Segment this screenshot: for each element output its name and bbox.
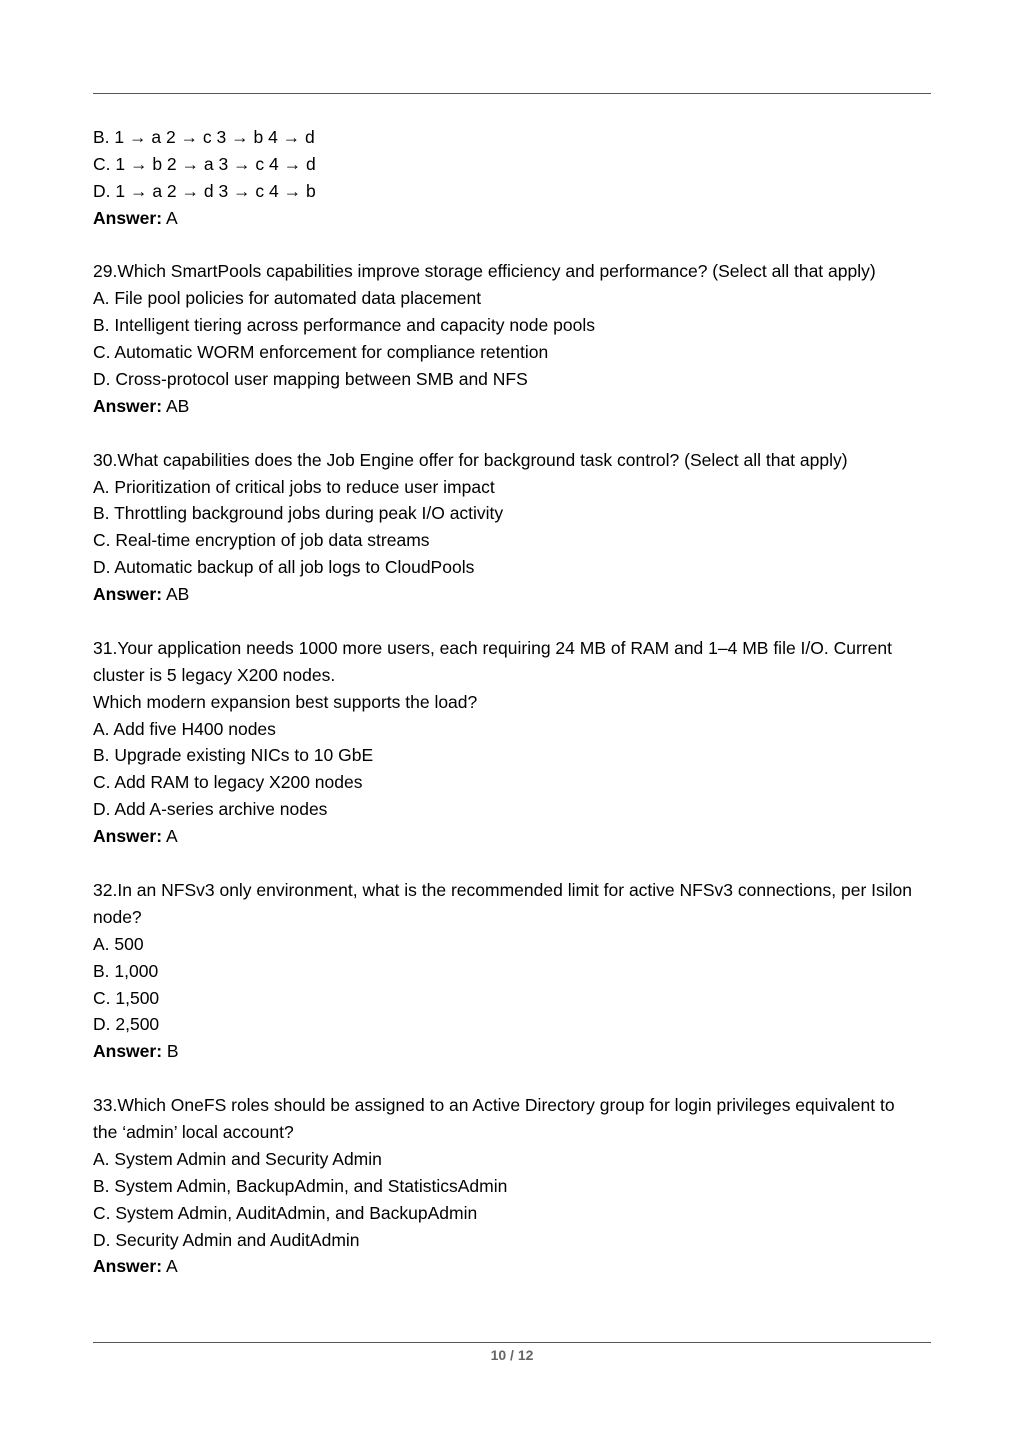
question-32 [93, 877, 938, 1065]
option-b: B. Throttling background jobs during peak I/O activity [93, 503, 504, 524]
answer-label: Answer: [93, 395, 163, 416]
answer-value: A [162, 1256, 178, 1277]
question-text: 32.In an NFSv3 only environment, what is the recommended limit for active NFSv3 connections, per Isilon [93, 879, 912, 900]
answer-line [93, 1253, 938, 1280]
option-c: C. 1 → b 2 → a 3 → c 4 → d [93, 153, 316, 174]
question-33 [93, 1092, 938, 1280]
answer-line [93, 205, 938, 232]
answer-value: B [162, 1041, 179, 1062]
option-b: B. Upgrade existing NICs to 10 GbE [93, 745, 374, 766]
option-c: C. 1,500 [93, 987, 160, 1008]
question-text: 31.Your application needs 1000 more users, each requiring 24 MB of RAM and 1–4 MB file I/O. Current [93, 637, 892, 658]
answer-line [93, 1038, 938, 1065]
option-b: B. 1,000 [93, 960, 159, 981]
answer-value: A [162, 207, 178, 228]
answer-label: Answer: [93, 584, 163, 605]
option-c: C. Add RAM to legacy X200 nodes [93, 772, 363, 793]
question-text: node? [93, 906, 142, 927]
question-text: Which modern expansion best supports the load? [93, 691, 478, 712]
option-d: D. 2,500 [93, 1014, 160, 1035]
option-d: D. Security Admin and AuditAdmin [93, 1229, 360, 1250]
answer-line [93, 393, 938, 420]
option-d: D. Automatic backup of all job logs to CloudPools [93, 557, 475, 578]
question-text: 33.Which OneFS roles should be assigned to an Active Directory group for login privileges equivalent to [93, 1095, 895, 1116]
previous-question-tail [93, 124, 938, 232]
option-d: D. Add A-series archive nodes [93, 799, 328, 820]
option-b: B. System Admin, BackupAdmin, and StatisticsAdmin [93, 1175, 508, 1196]
option-a: A. 500 [93, 933, 144, 954]
question-text: the ‘admin’ local account? [93, 1121, 294, 1142]
question-30 [93, 447, 938, 608]
option-d: D. 1 → a 2 → d 3 → c 4 → b [93, 180, 316, 201]
option-a: A. Add five H400 nodes [93, 718, 276, 739]
answer-label: Answer: [93, 207, 163, 228]
question-29 [93, 258, 938, 419]
answer-label: Answer: [93, 1256, 163, 1277]
option-a: A. Prioritization of critical jobs to reduce user impact [93, 476, 495, 497]
answer-label: Answer: [93, 1041, 163, 1062]
option-d: D. Cross-protocol user mapping between SMB and NFS [93, 369, 528, 390]
question-text: 29.Which SmartPools capabilities improve storage efficiency and performance? (Select all that apply) [93, 261, 876, 282]
option-c: C. Real-time encryption of job data streams [93, 530, 430, 551]
header-rule [93, 93, 931, 94]
question-text: 30.What capabilities does the Job Engine offer for background task control? (Select all that apply) [93, 449, 848, 470]
option-b: B. 1 → a 2 → c 3 → b 4 → d [93, 127, 315, 147]
option-a: A. File pool policies for automated data placement [93, 288, 482, 309]
answer-value: AB [162, 584, 190, 605]
answer-label: Answer: [93, 826, 163, 847]
question-text: cluster is 5 legacy X200 nodes. [93, 664, 336, 685]
page-content [93, 124, 938, 1280]
footer-rule [93, 1342, 931, 1343]
page-number: 10 / 12 [490, 1347, 534, 1363]
option-a: A. System Admin and Security Admin [93, 1148, 382, 1169]
answer-value: AB [162, 395, 190, 416]
option-c: C. System Admin, AuditAdmin, and BackupAdmin [93, 1202, 478, 1223]
answer-line [93, 823, 938, 850]
option-c: C. Automatic WORM enforcement for compliance retention [93, 342, 549, 363]
answer-value: A [162, 826, 178, 847]
answer-line [93, 581, 938, 608]
question-31 [93, 635, 938, 850]
option-b: B. Intelligent tiering across performance and capacity node pools [93, 315, 595, 336]
